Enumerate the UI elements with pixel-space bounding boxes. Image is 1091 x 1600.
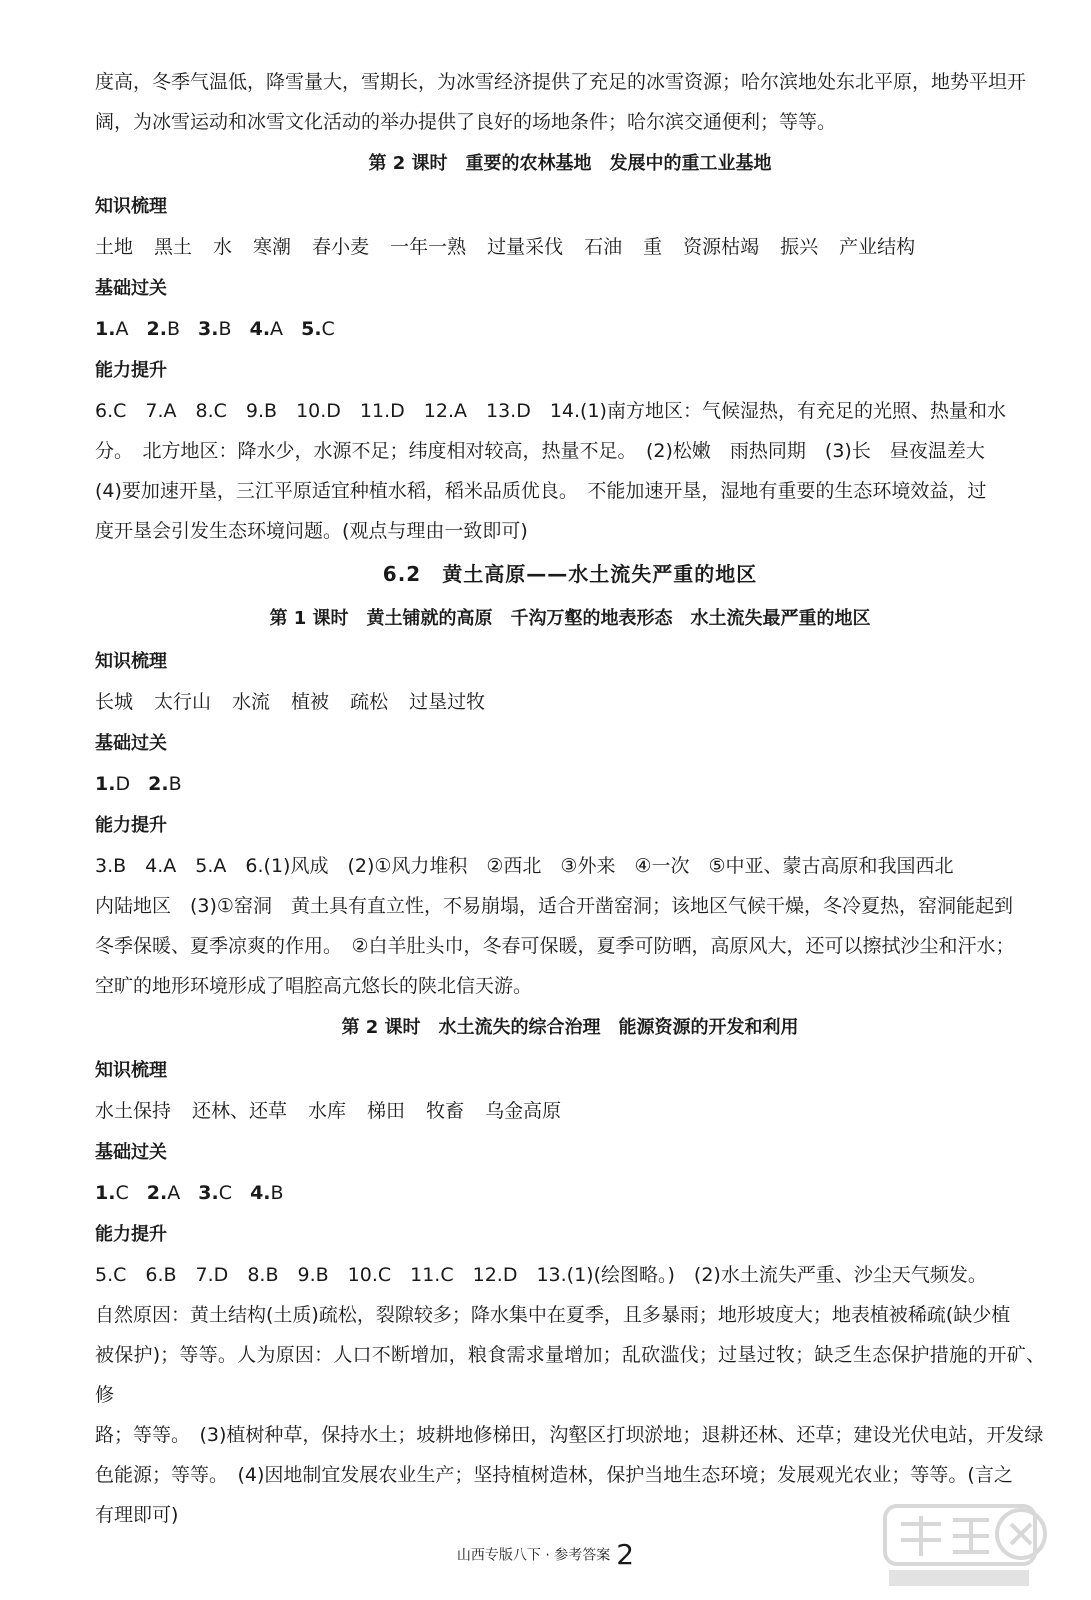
lesson-c-ability-line-3: 被保护)；等等。人为原因：人口不断增加，粮食需求量增加；乱砍滥伐；过垦过牧；缺乏生态保护措施的开矿、修 [95,1344,1045,1406]
answer-item [95,1182,129,1204]
answer-item [198,318,232,340]
answer-choice: C [321,318,335,340]
answer-item [250,1182,284,1204]
knowledge-term: 过垦过牧 [409,691,486,713]
answer-choice: B [270,1182,284,1204]
answer-choice: A [115,318,129,340]
lesson-b-knowledge-list [95,682,1045,723]
lesson-a-knowledge-head: 知识梳理 [95,196,167,217]
knowledge-term: 梯田 [367,1100,406,1122]
knowledge-term: 水土保持 [95,1100,172,1122]
lesson-b-knowledge-head: 知识梳理 [95,651,167,672]
knowledge-term: 寒潮 [253,236,292,258]
watermark-logo-icon [881,1500,1051,1590]
answer-number: 2. [148,773,169,795]
knowledge-term: 黑土 [154,236,193,258]
lesson-b-ability-line-1: 3.B 4.A 5.A 6.(1)风成 (2)①风力堆积 ②西北 ③外来 ④一次 ⑤中亚、蒙古高原和我国西北 [95,855,954,877]
lesson-c-basic-answers [95,1173,1045,1214]
lesson-a-basic-answers [95,309,1045,350]
lesson-c-ability-line-4: 路；等等。 (3)植树种草，保持水土；坡耕地修梯田，沟壑区打坝淤地；退耕还林、还草；建设光伏电站，开发绿 [95,1424,1044,1446]
lesson-a-ability-line-3: (4)要加速开垦，三江平原适宜种植水稻，稻米品质优良。 不能加速开垦，湿地有重要的生态环境效益，过 [95,480,987,502]
answer-choice: D [115,773,131,795]
knowledge-term: 石油 [584,236,623,258]
footer-label: 山西专版八下 · 参考答案 [456,1547,611,1564]
answer-item [95,773,130,795]
answer-item [147,318,181,340]
answer-choice: C [115,1182,129,1204]
section-title: 6.2 黄土高原——水土流失严重的地区 [382,562,758,586]
lesson-b-basic-head: 基础过关 [95,733,167,754]
knowledge-term: 牧畜 [426,1100,465,1122]
lesson-b-ability-line-3: 冬季保暖、夏季凉爽的作用。 ②白羊肚头巾，冬春可保暖，夏季可防晒，高原风大，还可以擦拭沙尘和汗水； [95,935,1015,957]
intro-line-1: 度高，冬季气温低，降雪量大，雪期长，为冰雪经济提供了充足的冰雪资源；哈尔滨地处东北平原，地势平坦开 [95,71,1027,93]
knowledge-term: 植被 [291,691,330,713]
answer-number: 3. [198,318,219,340]
knowledge-term: 产业结构 [839,236,916,258]
answer-item [198,1182,232,1204]
lesson-c-ability-line-1: 5.C 6.B 7.D 8.B 9.B 10.C 11.C 12.D 13.(1)(绘图略。) (2)水土流失严重、沙尘天气频发。 [95,1264,987,1286]
lesson-b-ability-line-2: 内陆地区 (3)①窑洞 黄土具有直立性，不易崩塌，适合开凿窑洞；该地区气候干燥，冬冷夏热，窑洞能起到 [95,895,1013,917]
lesson-c-knowledge-head: 知识梳理 [95,1060,167,1081]
lesson-a-ability-head: 能力提升 [95,360,167,381]
lesson-a-title: 第 2 课时 重要的农林基地 发展中的重工业基地 [368,153,772,174]
answer-number: 4. [249,318,271,340]
lesson-c-ability-line-6: 有理即可) [95,1504,179,1526]
knowledge-term: 重 [643,236,663,258]
lesson-c-title: 第 2 课时 水土流失的综合治理 能源资源的开发和利用 [341,1017,799,1038]
answer-number: 1. [95,773,116,795]
knowledge-term: 土地 [95,236,134,258]
lesson-b-ability-head: 能力提升 [95,815,167,836]
page-number: 2 [616,1538,635,1571]
answer-choice: B [166,318,180,340]
lesson-b-ability-line-4: 空旷的地形环境形成了唱腔高亢悠长的陕北信天游。 [95,975,533,997]
answer-number: 2. [146,318,167,340]
knowledge-term: 疏松 [350,691,389,713]
lesson-a-knowledge-list [95,227,1045,268]
answer-number: 5. [301,318,322,340]
answer-item [95,318,128,340]
lesson-c-ability-head: 能力提升 [95,1224,167,1245]
answer-number: 2. [146,1182,168,1204]
answer-number: 1. [95,1182,116,1204]
knowledge-term: 过量采伐 [487,236,564,258]
knowledge-term: 乌金高原 [485,1100,562,1122]
answer-choice: A [167,1182,181,1204]
knowledge-term: 还林、还草 [192,1100,288,1122]
lesson-a-ability-line-2: 分。 北方地区：降水少，水源不足；纬度相对较高，热量不足。 (2)松嫩 雨热同期 (3)长 昼夜温差大 [95,440,985,462]
lesson-c-basic-head: 基础过关 [95,1142,167,1163]
lesson-b-basic-answers [95,764,1045,805]
answer-number: 4. [250,1182,271,1204]
page-content [95,62,1045,1535]
answer-choice: A [270,318,284,340]
knowledge-term: 春小麦 [312,236,370,258]
knowledge-term: 长城 [95,691,134,713]
knowledge-term: 振兴 [780,236,819,258]
answer-item [250,318,283,340]
intro-line-2: 阔，为冰雪运动和冰雪文化活动的举办提供了良好的场地条件；哈尔滨交通便利；等等。 [95,111,837,133]
knowledge-term: 太行山 [154,691,212,713]
lesson-a-basic-head: 基础过关 [95,278,167,299]
lesson-a-ability-line-4: 度开垦会引发生态环境问题。(观点与理由一致即可) [95,520,528,542]
answer-item [301,318,335,340]
answer-number: 1. [95,318,116,340]
answer-number: 3. [198,1182,219,1204]
answer-choice: C [218,1182,233,1204]
answer-choice: B [218,318,232,340]
answer-item [147,1182,180,1204]
lesson-c-knowledge-list [95,1091,1045,1132]
answer-item [148,773,182,795]
knowledge-term: 一年一熟 [390,236,467,258]
knowledge-term: 水 [213,236,233,258]
knowledge-term: 水库 [308,1100,347,1122]
lesson-c-ability-line-5: 色能源；等等。 (4)因地制宜发展农业生产；坚持植树造林，保护当地生态环境；发展观光农业；等等。(言之 [95,1464,1013,1486]
knowledge-term: 水流 [232,691,271,713]
answer-choice: B [168,773,182,795]
lesson-c-ability-line-2: 自然原因：黄土结构(土质)疏松，裂隙较多；降水集中在夏季，且多暴雨；地形坡度大；地表植被稀疏(缺少植 [95,1304,1011,1326]
lesson-a-ability-line-1: 6.C 7.A 8.C 9.B 10.D 11.D 12.A 13.D 14.(1)南方地区：气候湿热，有充足的光照、热量和水 [95,400,1006,422]
lesson-b-title: 第 1 课时 黄土铺就的高原 千沟万壑的地表形态 水土流失最严重的地区 [269,608,871,629]
knowledge-term: 资源枯竭 [683,236,760,258]
